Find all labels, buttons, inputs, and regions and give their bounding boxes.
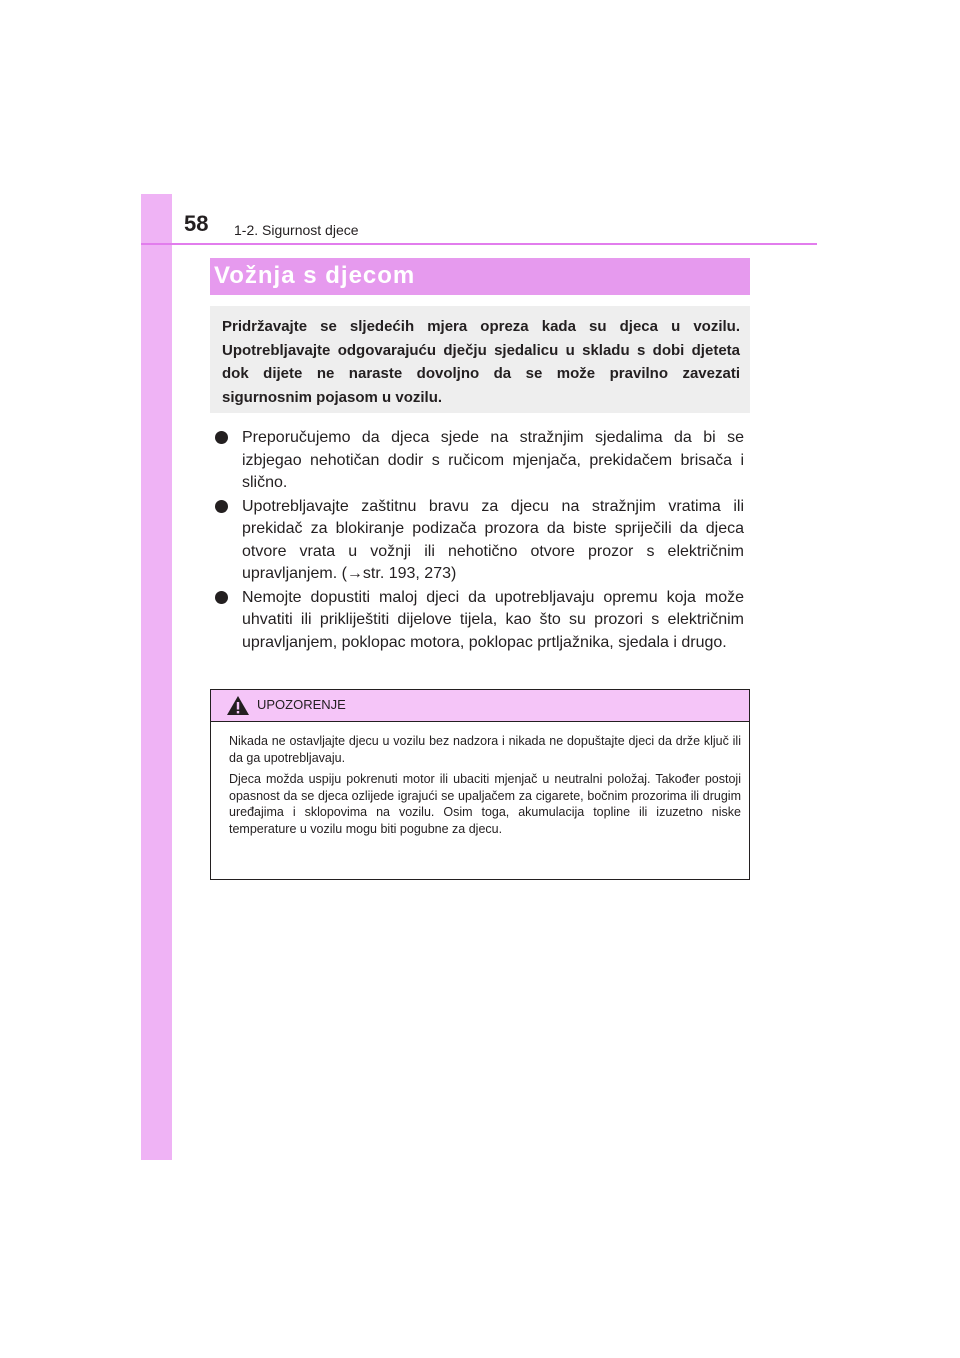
bullet-text: Nemojte dopustiti maloj djeci da upotrebljavaju opremu koja može uhvatiti ili prikliještiti dijelove tijela, kao što su prozori s električnim upravljanjem, poklopac motora, poklopac prtljažnika, sjedala i drugo. <box>242 588 744 651</box>
header-rule <box>141 243 817 245</box>
bullet-text: Preporučujemo da djeca sjede na stražnjim sjedalima da bi se izbjegao nehotičan dodir s ručicom mjenjača, prekidačem brisača i slično. <box>242 429 744 491</box>
warning-header <box>211 690 749 722</box>
page-number: 58 <box>184 211 209 236</box>
bullet-item <box>210 587 744 655</box>
bullet-dot-icon <box>215 431 228 444</box>
chapter-side-tab <box>141 194 172 1160</box>
warning-title: UPOZORENJE <box>257 697 346 712</box>
bullet-item <box>210 427 744 495</box>
title-banner <box>210 258 750 295</box>
intro-box <box>210 306 750 413</box>
bullet-item <box>210 496 744 586</box>
warning-paragraph: Nikada ne ostavljajte djecu u vozilu bez nadzora i nikada ne dopuštajte djeci da drže ključ ili da ga upotrebljavaju. <box>229 734 741 765</box>
bullet-text: Upotrebljavajte zaštitnu bravu za djecu na stražnjim vratima ili prekidač za blokiranje podizača prozora da biste spriječili da djeca otvore vrata u vožnji ili nehotično otvore prozor s električnim upravljanjem. (→str. 193, 273) <box>242 497 744 582</box>
section-label: 1-2. Sigurnost djece <box>234 222 359 238</box>
warning-triangle-icon <box>226 695 250 716</box>
page-title: Vožnja s djecom <box>214 262 416 289</box>
warning-body <box>229 733 741 842</box>
intro-text: Pridržavajte se sljedećih mjera opreza kada su djeca u vozilu. Upotrebljavajte odgovarajuću dječju sjedalicu u skladu s dobi djeteta dok dijete ne naraste dovoljno da se može pravilno zavezati sigurnosnim pojasom u vozilu. <box>222 318 740 406</box>
bullet-dot-icon <box>215 500 228 513</box>
warning-paragraph: Djeca možda uspiju pokrenuti motor ili ubaciti mjenjač u neutralni položaj. Također postoji opasnost da se djeca ozlijede igrajući se upaljačem za cigarete, bočnim prozorima ili drugim uređajima i sklopovima na vozilu. Osim toga, akumulacija topline ili izuzetno niske temperature u vozilu mogu biti pogubne za djecu. <box>229 772 741 836</box>
bullet-dot-icon <box>215 591 228 604</box>
bullet-list <box>210 427 744 655</box>
warning-box <box>210 689 750 880</box>
